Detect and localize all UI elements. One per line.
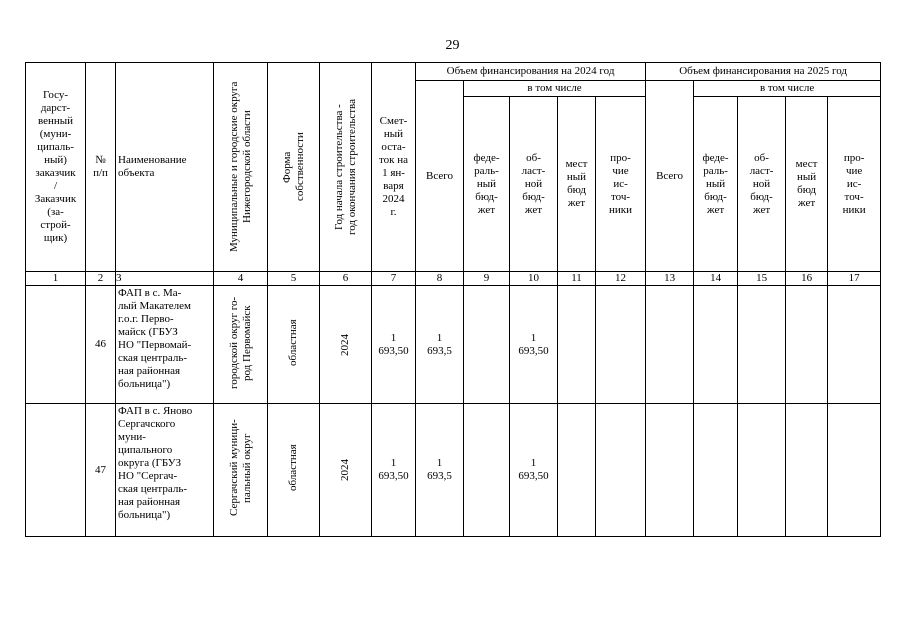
col-num: 17 — [828, 272, 881, 286]
column-numbers-row — [26, 272, 881, 286]
header-district: Муниципальные и городские округа Нижегородской области — [227, 81, 253, 253]
header-including-2024: в том числе — [464, 81, 646, 97]
row-ownership-cell — [268, 286, 320, 404]
header-total-2024: Всего — [416, 81, 464, 272]
row-district: Сергачский муници- пальный округ — [227, 419, 253, 517]
col-num: 10 — [510, 272, 558, 286]
row-regional-2024: 1 693,50 — [510, 286, 558, 404]
row-district: городской округ го- род Первомайск — [227, 296, 253, 390]
header-including-2025: в том числе — [694, 81, 881, 97]
row-other-2025 — [828, 404, 881, 537]
row-total-2024: 1 693,5 — [416, 404, 464, 537]
row-years: 2024 — [339, 333, 351, 356]
page-number: 29 — [445, 38, 460, 53]
col-num: 12 — [596, 272, 646, 286]
header-years: Год начала строительства - год окончания строительства — [332, 99, 358, 235]
table-row — [26, 286, 881, 404]
col-num: 15 — [738, 272, 786, 286]
header-num: № п/п — [86, 63, 116, 272]
col-num: 13 — [646, 272, 694, 286]
col-num: 4 — [214, 272, 268, 286]
row-local-2024 — [558, 286, 596, 404]
row-name: ФАП в с. Ма- лый Макателем г.о.г. Перво- майск (ГБУЗ НО "Первомай- ская централь- ная районная больница") — [116, 286, 214, 404]
header-total-2025: Всего — [646, 81, 694, 272]
row-district-cell — [214, 404, 268, 537]
col-num: 3 — [116, 272, 214, 286]
row-local-2025 — [786, 404, 828, 537]
header-balance: Смет- ный оста- ток на 1 ян- варя 2024 г. — [372, 63, 416, 272]
header-regional-2024: об- ласт- ной бюд- жет — [510, 97, 558, 272]
row-ownership: областная — [287, 319, 299, 367]
header-district-cell — [214, 63, 268, 272]
row-federal-2024 — [464, 404, 510, 537]
row-total-2025 — [646, 404, 694, 537]
row-num: 47 — [86, 404, 116, 537]
row-federal-2025 — [694, 286, 738, 404]
col-num: 2 — [86, 272, 116, 286]
row-other-2025 — [828, 286, 881, 404]
header-customer: Госу- дарст- венный (муни- ципаль- ный) заказчик / Заказчик (за- строй- щик) — [26, 63, 86, 272]
col-num: 5 — [268, 272, 320, 286]
row-num: 46 — [86, 286, 116, 404]
row-local-2025 — [786, 286, 828, 404]
row-regional-2025 — [738, 404, 786, 537]
header-fin-2024: Объем финансирования на 2024 год — [416, 63, 646, 81]
header-ownership: Форма собственности — [280, 132, 306, 202]
row-years-cell — [320, 286, 372, 404]
col-num: 14 — [694, 272, 738, 286]
row-customer — [26, 286, 86, 404]
row-district-cell — [214, 286, 268, 404]
header-local-2025: мест ный бюд жет — [786, 97, 828, 272]
col-num: 9 — [464, 272, 510, 286]
row-total-2025 — [646, 286, 694, 404]
row-other-2024 — [596, 404, 646, 537]
row-years: 2024 — [339, 459, 351, 481]
table-row — [26, 404, 881, 537]
col-num: 11 — [558, 272, 596, 286]
financing-table — [25, 62, 881, 537]
row-name: ФАП в с. Яново Сергачского муни- ципального округа (ГБУЗ НО "Сергач- ская централь- ная районная больница") — [116, 404, 214, 537]
col-num: 1 — [26, 272, 86, 286]
header-name: Наименование объекта — [116, 63, 214, 272]
row-regional-2025 — [738, 286, 786, 404]
header-fin-2025: Объем финансирования на 2025 год — [646, 63, 881, 81]
row-federal-2025 — [694, 404, 738, 537]
row-ownership: областная — [287, 444, 299, 492]
col-num: 6 — [320, 272, 372, 286]
header-years-cell — [320, 63, 372, 272]
header-ownership-cell — [268, 63, 320, 272]
row-local-2024 — [558, 404, 596, 537]
row-customer — [26, 404, 86, 537]
row-balance: 1 693,50 — [372, 404, 416, 537]
header-local-2024: мест ный бюд жет — [558, 97, 596, 272]
row-federal-2024 — [464, 286, 510, 404]
header-federal-2024: феде- раль- ный бюд- жет — [464, 97, 510, 272]
header-federal-2025: феде- раль- ный бюд- жет — [694, 97, 738, 272]
row-balance: 1 693,50 — [372, 286, 416, 404]
row-ownership-cell — [268, 404, 320, 537]
row-total-2024: 1 693,5 — [416, 286, 464, 404]
col-num: 8 — [416, 272, 464, 286]
row-other-2024 — [596, 286, 646, 404]
row-years-cell — [320, 404, 372, 537]
col-num: 7 — [372, 272, 416, 286]
header-regional-2025: об- ласт- ной бюд- жет — [738, 97, 786, 272]
header-other-2024: про- чие ис- точ- ники — [596, 97, 646, 272]
row-regional-2024: 1 693,50 — [510, 404, 558, 537]
header-other-2025: про- чие ис- точ- ники — [828, 97, 881, 272]
col-num: 16 — [786, 272, 828, 286]
